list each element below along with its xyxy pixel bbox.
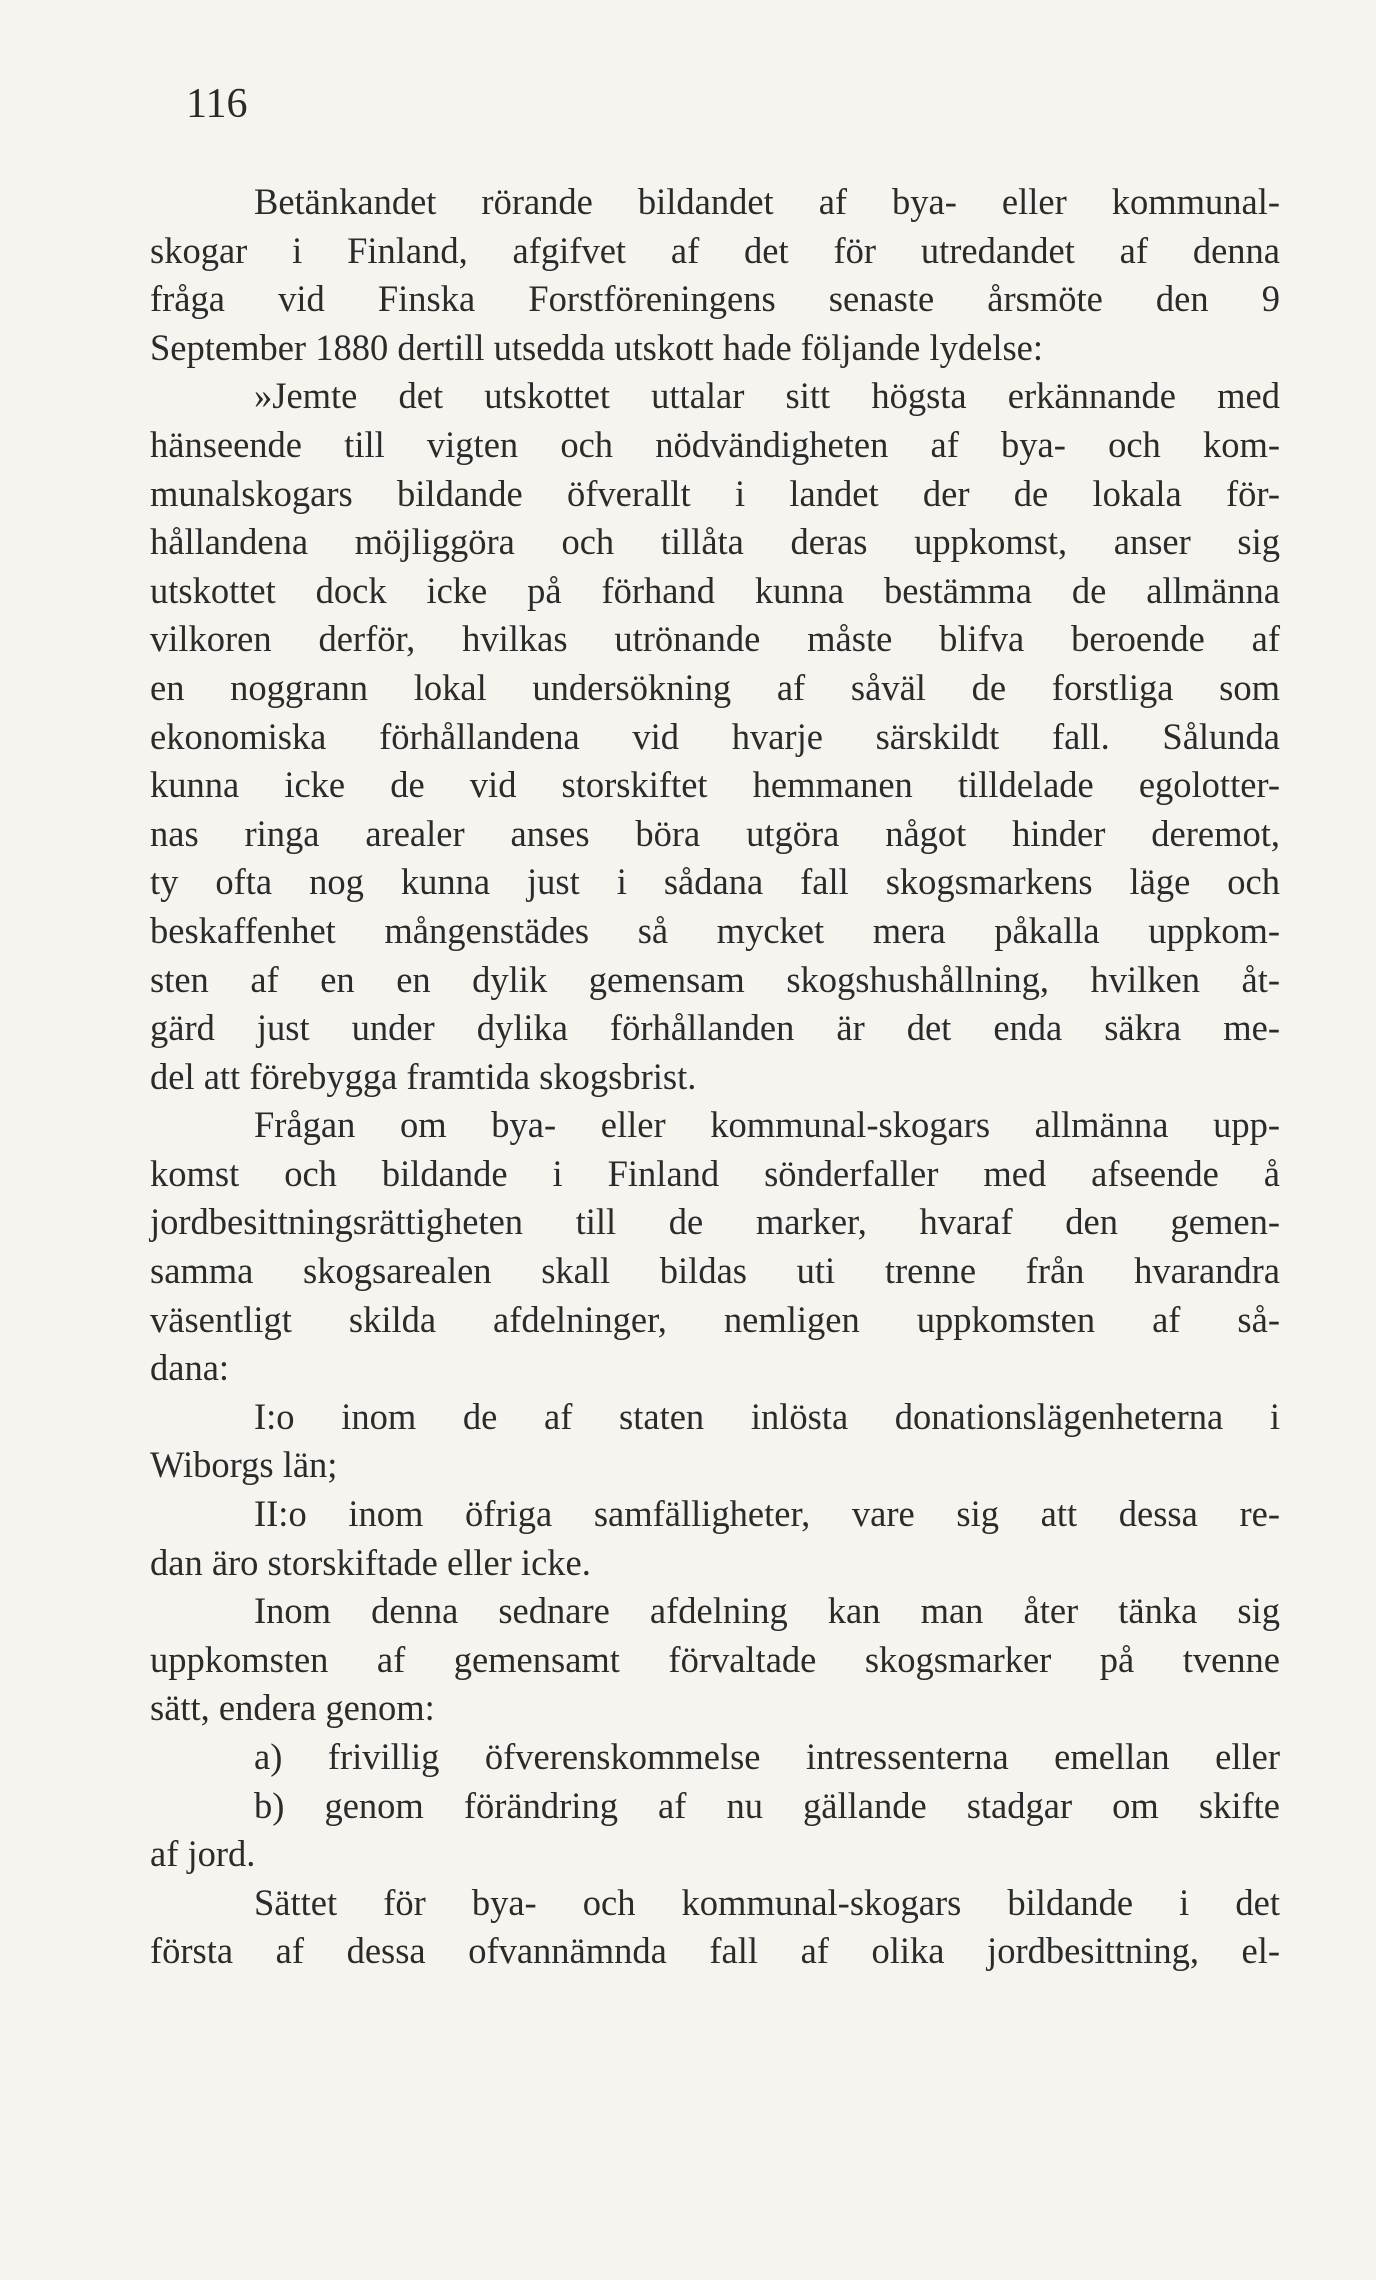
text-line: nas ringa arealer anses böra utgöra något hinder deremot, — [150, 812, 1280, 854]
text-line: munalskogars bildande öfverallt i landet der de lokala för- — [150, 472, 1280, 514]
text-line: af jord. — [150, 1833, 256, 1875]
text-line: II:o inom öfriga samfälligheter, vare sig att dessa re- — [254, 1493, 1280, 1535]
text-line: dan äro storskiftade eller icke. — [150, 1541, 591, 1583]
text-line: Wiborgs län; — [150, 1444, 338, 1486]
text-line: Frågan om bya- eller kommunal-skogars allmänna upp- — [254, 1104, 1280, 1146]
text-line: hållandena möjliggöra och tillåta deras uppkomst, anser sig — [150, 521, 1280, 563]
text-line: Inom denna sednare afdelning kan man åter tänka sig — [254, 1590, 1280, 1632]
text-line: utskottet dock icke på förhand kunna bestämma de allmänna — [150, 569, 1280, 611]
text-line: kunna icke de vid storskiftet hemmanen tilldelade egolotter- — [150, 764, 1280, 806]
text-line: skogar i Finland, afgifvet af det för utredandet af denna — [150, 229, 1280, 271]
text-line: b) genom förändring af nu gällande stadgar om skifte — [254, 1784, 1280, 1826]
text-line: komst och bildande i Finland sönderfaller med afseende å — [150, 1152, 1280, 1194]
text-line: beskaffenhet mångenstädes så mycket mera påkalla uppkom- — [150, 909, 1280, 951]
text-line: dana: — [150, 1347, 230, 1389]
text-line: ekonomiska förhållandena vid hvarje särskildt fall. Sålunda — [150, 715, 1280, 757]
text-line: jordbesittningsrättigheten till de marker, hvaraf den gemen- — [150, 1201, 1280, 1243]
text-line: September 1880 dertill utsedda utskott hade följande lydelse: — [150, 326, 1044, 368]
text-line: I:o inom de af staten inlösta donationslägenheterna i — [254, 1395, 1280, 1437]
text-line: uppkomsten af gemensamt förvaltade skogsmarker på tvenne — [150, 1638, 1280, 1680]
text-line: första af dessa ofvannämnda fall af olika jordbesittning, el- — [150, 1930, 1280, 1972]
text-line: Betänkandet rörande bildandet af bya- eller kommunal- — [254, 181, 1280, 222]
text-line: ty ofta nog kunna just i sådana fall skogsmarkens läge och — [150, 861, 1280, 903]
text-line: a) frivillig öfverenskommelse intressenterna emellan eller — [254, 1736, 1280, 1777]
text-line: väsentligt skilda afdelninger, nemligen uppkomsten af så- — [150, 1298, 1280, 1340]
text-line: fråga vid Finska Forstföreningens senaste årsmöte den 9 — [150, 278, 1280, 320]
text-line: sätt, endera genom: — [150, 1687, 435, 1729]
text-line: gärd just under dylika förhållanden är det enda säkra me- — [150, 1007, 1280, 1049]
text-line: vilkoren derför, hvilkas utrönande måste blifva beroende af — [150, 618, 1280, 660]
text-line: sten af en en dylik gemensam skogshushållning, hvilken åt- — [150, 958, 1280, 1000]
text-line: »Jemte det utskottet uttalar sitt högsta erkännande med — [254, 375, 1280, 417]
text-line: samma skogsarealen skall bildas uti trenne från hvarandra — [150, 1250, 1280, 1292]
text-line: en noggrann lokal undersökning af såväl de forstliga som — [150, 666, 1280, 708]
text-line: Sättet för bya- och kommunal-skogars bildande i det — [254, 1881, 1280, 1923]
body-text — [150, 178, 1280, 1976]
page-number: 116 — [186, 81, 248, 127]
text-line: del att förebygga framtida skogsbrist. — [150, 1055, 697, 1097]
text-line: hänseende till vigten och nödvändigheten af bya- och kom- — [150, 423, 1280, 465]
